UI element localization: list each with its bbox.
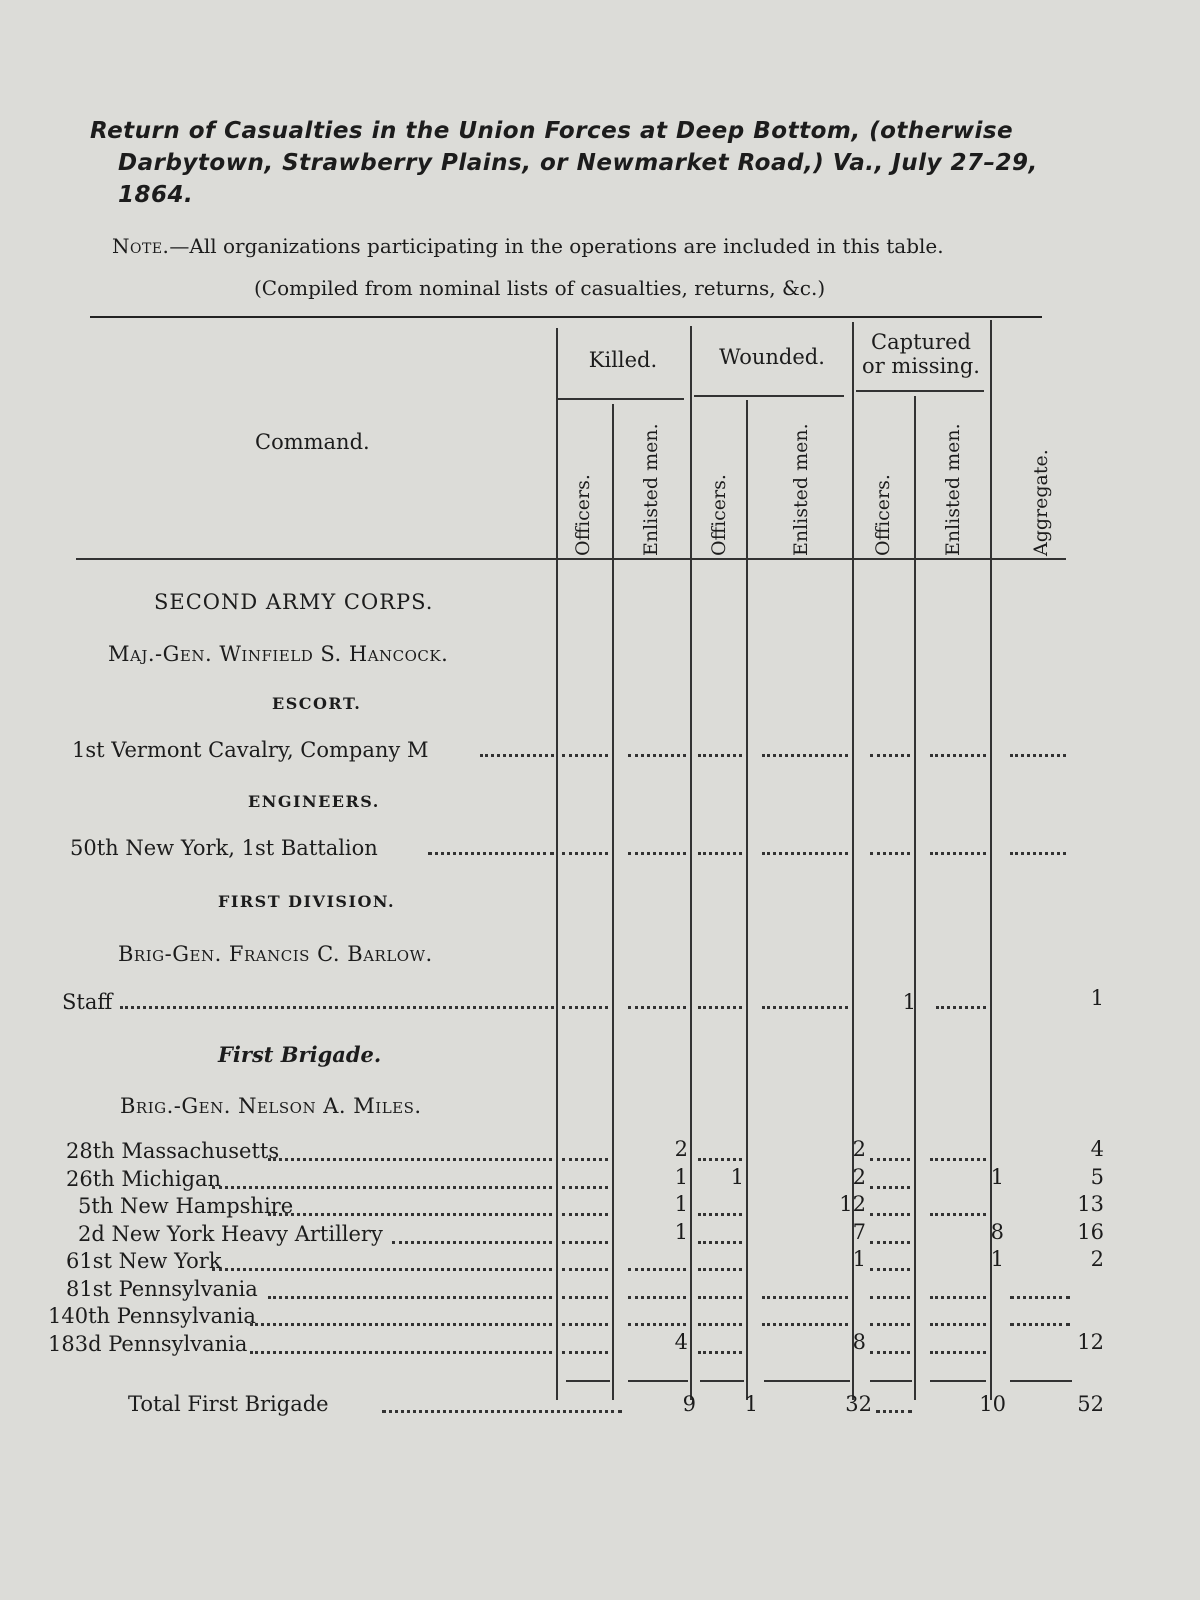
- empty-cell: [628, 1296, 686, 1299]
- empty-cell: [930, 1158, 986, 1161]
- empty-cell: [930, 1296, 986, 1299]
- row-value-c-enl: 1: [990, 1164, 1004, 1189]
- first-division-heading: FIRST DIVISION.: [218, 892, 396, 911]
- row-unit-name: 81st Pennsylvania: [66, 1276, 258, 1301]
- empty-cell: [870, 1296, 910, 1299]
- total-rule: [930, 1380, 986, 1382]
- row-unit-name: 2d New York Heavy Artillery: [78, 1221, 383, 1246]
- row-unit-name: 28th Massachusetts: [66, 1139, 280, 1163]
- title-line-1: Return of Casualties in the Union Forces at Deep Bottom, (otherwise: [90, 118, 1014, 144]
- header-killed-enlisted: Enlisted men.: [640, 423, 662, 556]
- empty-cell: [628, 754, 686, 757]
- total-aggregate: 52: [1077, 1392, 1104, 1416]
- row-value-c-enl: 8: [990, 1219, 1004, 1244]
- row-value-w-enl: 1: [852, 1247, 866, 1271]
- brigade-commander: Brig.-Gen. Nelson A. Miles.: [120, 1094, 422, 1118]
- header-wounded-officers: Officers.: [708, 474, 730, 556]
- header-captured-enlisted: Enlisted men.: [942, 423, 964, 556]
- total-wounded-enlisted: 32: [845, 1392, 872, 1416]
- total-rule: [700, 1380, 744, 1382]
- empty-cell: [698, 1351, 742, 1354]
- empty-cell: [936, 1006, 986, 1009]
- leader-dots: [212, 1268, 552, 1271]
- leader-dots: [428, 852, 554, 855]
- empty-cell: [562, 852, 608, 855]
- empty-cell: [698, 1213, 742, 1216]
- empty-cell: [698, 852, 742, 855]
- col-line-3: [690, 326, 692, 1400]
- row-value-w-off: 1: [730, 1164, 744, 1189]
- empty-cell: [762, 1323, 848, 1326]
- compiled-note: (Compiled from nominal lists of casualties, returns, &c.): [254, 276, 826, 300]
- row-unit-name: 26th Michigan: [66, 1166, 222, 1191]
- empty-cell: [1010, 1323, 1070, 1326]
- row-value-w-enl: 12: [839, 1192, 866, 1216]
- header-wounded: Wounded.: [719, 345, 825, 369]
- row-unit-name: 5th New Hampshire: [78, 1194, 294, 1218]
- empty-cell: [930, 1351, 986, 1354]
- captured-underline: [856, 390, 984, 392]
- wounded-underline: [694, 395, 844, 397]
- header-captured-line1: Captured: [871, 330, 971, 354]
- empty-cell: [562, 1323, 608, 1326]
- empty-cell: [870, 1186, 910, 1189]
- staff-label: Staff: [62, 990, 113, 1014]
- empty-cell: [628, 1006, 686, 1009]
- engineers-unit: 50th New York, 1st Battalion: [70, 836, 378, 860]
- col-line-6: [914, 396, 916, 1400]
- row-unit-name: 183d Pennsylvania: [48, 1331, 248, 1356]
- total-label: Total First Brigade: [128, 1392, 329, 1416]
- leader-dots: [268, 1213, 552, 1216]
- row-value-c-enl: 1: [990, 1247, 1004, 1271]
- empty-cell: [628, 1268, 686, 1271]
- empty-cell: [698, 754, 742, 757]
- leader-dots: [480, 754, 554, 757]
- empty-cell: [870, 754, 910, 757]
- total-killed-enlisted: 9: [682, 1392, 696, 1416]
- empty-cell: [562, 1296, 608, 1299]
- empty-cell: [562, 1213, 608, 1216]
- empty-cell: [762, 1006, 848, 1009]
- empty-cell: [1010, 754, 1066, 757]
- empty-cell: [698, 1323, 742, 1326]
- empty-cell: [930, 1213, 986, 1216]
- empty-cell: [762, 1296, 848, 1299]
- col-line-2: [612, 404, 614, 1400]
- row-value-agg: 12: [1077, 1329, 1104, 1354]
- row-value-agg: 4: [1090, 1137, 1104, 1161]
- total-captured-enlisted: 10: [979, 1392, 1006, 1416]
- table-title: [90, 115, 1080, 211]
- header-captured: [854, 330, 988, 378]
- empty-cell: [562, 754, 608, 757]
- leader-dots: [250, 1323, 552, 1326]
- leader-dots: [382, 1410, 622, 1413]
- empty-cell: [870, 1351, 910, 1354]
- header-killed-officers: Officers.: [572, 474, 594, 556]
- staff-captured-officers: 1: [902, 990, 916, 1014]
- note-text: —All organizations participating in the operations are included in this table.: [169, 234, 944, 258]
- empty-cell: [1010, 852, 1066, 855]
- total-wounded-officers: 1: [744, 1392, 758, 1416]
- empty-cell: [870, 1323, 910, 1326]
- first-brigade-heading: First Brigade.: [218, 1042, 382, 1067]
- row-value-k-enl: 1: [674, 1164, 688, 1189]
- corps-heading: SECOND ARMY CORPS.: [154, 590, 434, 614]
- empty-cell: [1010, 1296, 1070, 1299]
- col-line-1: [556, 328, 558, 1400]
- row-value-w-enl: 8: [852, 1329, 866, 1354]
- empty-cell: [876, 1410, 912, 1413]
- total-rule: [764, 1380, 850, 1382]
- command-bottom-rule: [76, 558, 556, 560]
- row-unit-name: 61st New York: [66, 1249, 222, 1273]
- col-line-4: [746, 400, 748, 1400]
- header-killed: Killed.: [588, 348, 658, 372]
- total-rule: [870, 1380, 912, 1382]
- empty-cell: [870, 852, 910, 855]
- row-value-w-enl: 2: [852, 1164, 866, 1189]
- total-rule: [566, 1380, 610, 1382]
- empty-cell: [930, 1323, 986, 1326]
- leader-dots: [250, 1351, 552, 1354]
- corps-commander: Maj.-Gen. Winfield S. Hancock.: [108, 642, 449, 666]
- empty-cell: [930, 754, 986, 757]
- row-value-k-enl: 2: [674, 1137, 688, 1161]
- empty-cell: [628, 1323, 686, 1326]
- leader-dots: [120, 1006, 554, 1009]
- row-value-k-enl: 1: [674, 1219, 688, 1244]
- leader-dots: [392, 1241, 552, 1244]
- staff-aggregate: 1: [1090, 986, 1104, 1010]
- division-commander: Brig-Gen. Francis C. Barlow.: [118, 942, 433, 966]
- row-value-k-enl: 4: [674, 1329, 688, 1354]
- total-rule: [1010, 1380, 1072, 1382]
- title-line-3: 1864.: [118, 182, 194, 208]
- empty-cell: [698, 1241, 742, 1244]
- killed-underline: [556, 398, 684, 400]
- note: [112, 234, 944, 258]
- row-value-w-enl: 2: [852, 1137, 866, 1161]
- row-unit-name: 140th Pennsylvania: [48, 1304, 256, 1328]
- empty-cell: [870, 1158, 910, 1161]
- header-aggregate: Aggregate.: [1030, 449, 1052, 556]
- title-line-2: Darbytown, Strawberry Plains, or Newmarket Road,) Va., July 27–29,: [118, 150, 1038, 176]
- empty-cell: [562, 1268, 608, 1271]
- escort-unit: 1st Vermont Cavalry, Company M: [72, 738, 429, 762]
- row-value-k-enl: 1: [674, 1192, 688, 1216]
- empty-cell: [562, 1241, 608, 1244]
- note-label: Note.: [112, 234, 170, 258]
- empty-cell: [698, 1296, 742, 1299]
- engineers-heading: ENGINEERS.: [248, 792, 380, 811]
- header-command: Command.: [255, 430, 370, 454]
- row-value-agg: 16: [1077, 1219, 1104, 1244]
- empty-cell: [562, 1351, 608, 1354]
- empty-cell: [698, 1006, 742, 1009]
- leader-dots: [212, 1186, 552, 1189]
- empty-cell: [870, 1213, 910, 1216]
- header-wounded-enlisted: Enlisted men.: [790, 423, 812, 556]
- row-value-agg: 2: [1090, 1247, 1104, 1271]
- row-value-agg: 5: [1090, 1164, 1104, 1189]
- empty-cell: [562, 1186, 608, 1189]
- row-value-agg: 13: [1077, 1192, 1104, 1216]
- empty-cell: [698, 1158, 742, 1161]
- empty-cell: [698, 1268, 742, 1271]
- empty-cell: [628, 852, 686, 855]
- empty-cell: [762, 754, 848, 757]
- total-rule: [628, 1380, 688, 1382]
- empty-cell: [562, 1158, 608, 1161]
- empty-cell: [562, 1006, 608, 1009]
- header-captured-line2: or missing.: [862, 354, 980, 378]
- empty-cell: [870, 1268, 910, 1271]
- empty-cell: [870, 1241, 910, 1244]
- empty-cell: [762, 852, 848, 855]
- empty-cell: [930, 852, 986, 855]
- escort-heading: ESCORT.: [272, 694, 362, 713]
- header-captured-officers: Officers.: [872, 474, 894, 556]
- leader-dots: [268, 1158, 552, 1161]
- row-value-w-enl: 7: [852, 1219, 866, 1244]
- table-top-rule: [90, 316, 1042, 318]
- leader-dots: [268, 1296, 552, 1299]
